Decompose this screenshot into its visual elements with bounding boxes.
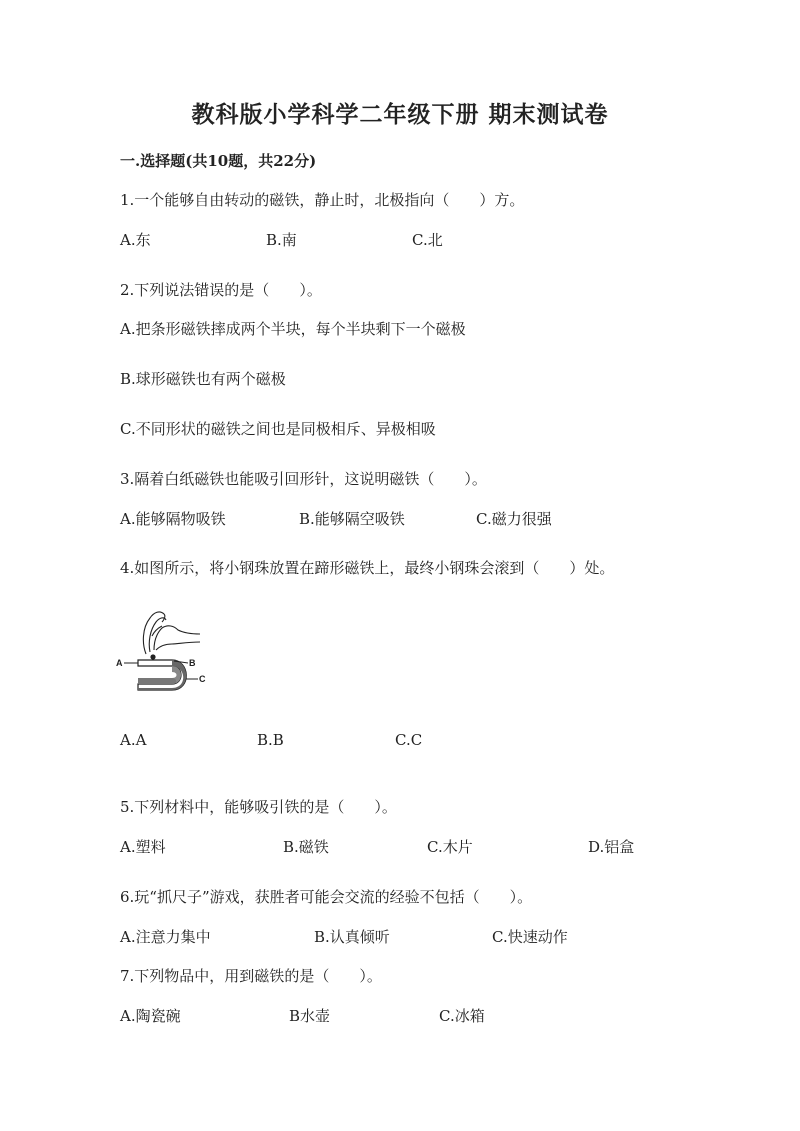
figure-label-c: C (199, 674, 206, 684)
question-5-stem: 5.下列材料中，能够吸引铁的是（ ）。 (120, 798, 397, 816)
question-6-option-a: A.注意力集中 (120, 928, 211, 946)
question-5-option-a: A.塑料 (120, 838, 166, 856)
question-2-option-c: C.不同形状的磁铁之间也是同极相斥、异极相吸 (120, 420, 436, 438)
question-1-option-a: A.东 (120, 231, 151, 249)
magnet-shape (138, 660, 186, 690)
question-2-option-b: B.球形磁铁也有两个磁极 (120, 370, 286, 388)
question-7-option-b: B水壶 (289, 1007, 331, 1025)
question-1-stem: 1.一个能够自由转动的磁铁，静止时，北极指向（ ）方。 (120, 191, 525, 209)
figure-label-b: B (189, 658, 196, 668)
question-2-option-a: A.把条形磁铁摔成两个半块，每个半块剩下一个磁极 (120, 320, 466, 338)
question-5-option-b: B.磁铁 (283, 838, 329, 856)
question-3-option-a: A.能够隔物吸铁 (120, 510, 226, 528)
question-5-option-c: C.木片 (427, 838, 473, 856)
question-4-stem: 4.如图所示，将小钢珠放置在蹄形磁铁上，最终小钢珠会滚到（ ）处。 (120, 559, 615, 577)
question-4-option-b: B.B (257, 731, 284, 749)
page-title: 教科版小学科学二年级下册 期末测试卷 (191, 101, 609, 128)
figure-label-a: A (116, 658, 123, 668)
question-1-option-b: B.南 (266, 231, 297, 249)
steel-ball (150, 654, 155, 659)
question-6-option-c: C.快速动作 (492, 928, 568, 946)
question-3-option-c: C.磁力很强 (476, 510, 552, 528)
question-7-option-c: C.冰箱 (439, 1007, 485, 1025)
question-3-option-b: B.能够隔空吸铁 (299, 510, 405, 528)
section-heading: 一.选择题(共10题，共22分) (120, 152, 317, 170)
horseshoe-magnet-figure (116, 606, 216, 702)
question-5-option-d: D.铝盒 (588, 838, 635, 856)
question-7-option-a: A.陶瓷碗 (120, 1007, 181, 1025)
question-3-stem: 3.隔着白纸磁铁也能吸引回形针，这说明磁铁（ ）。 (120, 470, 487, 488)
question-6-stem: 6.玩“抓尺子”游戏，获胜者可能会交流的经验不包括（ ）。 (120, 888, 533, 906)
question-6-option-b: B.认真倾听 (314, 928, 390, 946)
question-4-option-c: C.C (395, 731, 423, 749)
question-7-stem: 7.下列物品中，用到磁铁的是（ ）。 (120, 967, 382, 985)
question-2-stem: 2.下列说法错误的是（ ）。 (120, 281, 322, 299)
hand-icon (143, 612, 200, 654)
question-4-option-a: A.A (120, 731, 147, 749)
question-1-option-c: C.北 (412, 231, 443, 249)
